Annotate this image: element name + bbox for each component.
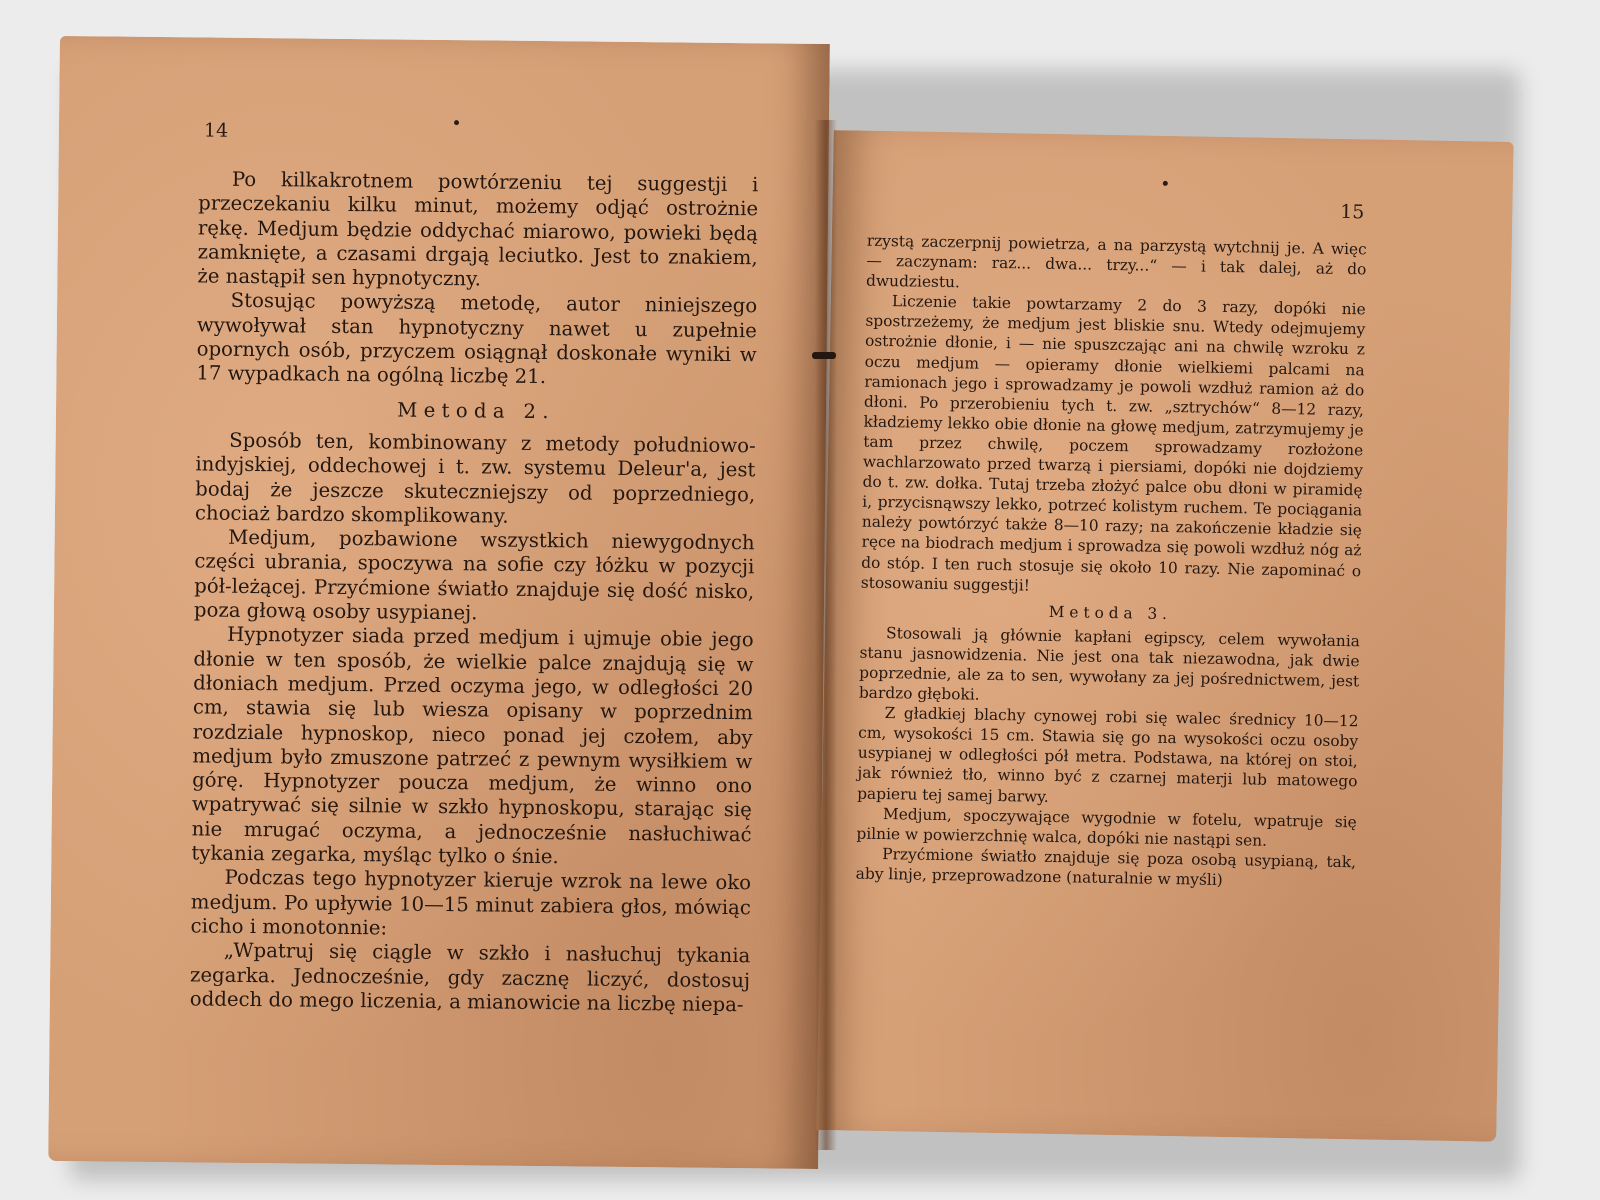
- left-page-text: [190, 167, 759, 1017]
- right-page: [816, 130, 1513, 1142]
- binding-stitch: [812, 352, 836, 359]
- paragraph: Stosowali ją głównie kapłani egipscy, celem wywołania stanu jasnowidzenia. Nie jest ona tak niezawodna, jak dwie poprzednie, ale za to sen, wywołany za jej pośrednictwem, jest bardzo głęboki.: [858, 623, 1361, 704]
- paragraph: Medjum, pozbawione wszystkich niewygodnych części ubrania, spoczywa na sofie czy łóżku w pozycji pół-leżącej. Przyćmione światło znajduje się dość nisko, poza głową osoby usypianej.: [193, 525, 755, 625]
- ink-speck: [454, 120, 459, 125]
- paragraph: „Wpatruj się ciągle w szkło i nasłuchuj tykania zegarka. Jednocześnie, gdy zacznę liczyć, dostosuj oddech do mego liczenia, a mianowicie na liczbę niepa-: [189, 938, 751, 1016]
- paragraph: Podczas tego hypnotyzer kieruje wzrok na lewe oko medjum. Po upływie 10—15 minut zabiera głos, mówiąc cicho i monotonnie:: [190, 866, 752, 940]
- section-heading: Metoda 2.: [397, 398, 555, 423]
- paragraph: Z gładkiej blachy cynowej robi się walec średnicy 10—12 cm, wysokości 15 cm. Stawia się go na wysokości oczu osoby usypianej w odległości pół metra. Podstawa, na której on stoi, jak również tło, winno być z czarnej materji lub matowego papieru tej samej barwy.: [857, 704, 1359, 806]
- paragraph: Hypnotyzer siada przed medjum i ujmuje obie jego dłonie w ten sposób, że wielkie palce znajdują się w dłoniach medjum. Przed oczyma jego, w odległości 20 cm, stawia się lub wiesza opisany w poprzednim rozdziale hypnoskop, nieco ponad jej czołem, aby medjum było zmuszone patrzeć z pewnym wysiłkiem w górę. Hypnotyzer poucza medjum, że winno ono wpatrywać się silnie w szkło hypnoskopu, starając się nie mrugać oczyma, a jednocześnie nasłuchiwać tykania zegarka, myśląc tylko o śnie.: [191, 623, 754, 869]
- page-number-left: 14: [203, 119, 229, 142]
- paragraph: Medjum, spoczywające wygodnie w fotelu, wpatruje się pilnie w powierzchnię walca, dopóki nie nastąpi sen.: [856, 804, 1357, 850]
- right-page-text: [856, 231, 1367, 893]
- left-page: [48, 36, 830, 1169]
- book-gutter: [815, 120, 837, 1150]
- paragraph: Liczenie takie powtarzamy 2 do 3 razy, dopóki nie spostrzeżemy, że medjum jest bliskie snu. Wtedy odejmujemy ostrożnie dłonie, i — nie spuszczając ani na chwilę wzroku z oczu medjum — opieramy dłonie wielkiemi palcami na ramionach jego i sprowadzamy je powoli wzdłuż ramion aż do dłoni. Po przerobieniu tych t. zw. „sztrychów“ 8—12 razy, kładziemy lekko obie dłonie na głowę medjum, zatrzymujemy je tam przez chwilę, poczem sprowadzamy rozłożone wachlarzowato przed twarzą i piersiami, dopóki nie dojdziemy do t. zw. dołka. Tutaj trzeba złożyć palce obu dłoni w piramidę i, przycisnąwszy lekko, potrzeć kolistym ruchem. Te pociągania należy powtórzyć także 8—10 razy; na zakończenie kładzie się ręce na biodrach medjum i sprowadza się powoli wzdłuż nóg aż do stóp. I ten ruch stosuje się około 10 razy. Nie zapominać o stosowaniu suggestji!: [860, 292, 1366, 595]
- paragraph: Stosując powyższą metodę, autor niniejszego wywoływał stan hypnotyczny nawet u zupełnie opornych osób, przyczem osiągnął doskonałe wyniki w 17 wypadkach na ogólną liczbę 21.: [196, 289, 758, 389]
- paragraph: Przyćmione światło znajduje się poza osobą usypianą, tak, aby linje, przeprowadzone (naturalnie w myśli): [855, 844, 1357, 889]
- ink-speck: [1163, 181, 1168, 186]
- paragraph: Sposób ten, kombinowany z metody południowo-indyjskiej, oddechowej i t. zw. systemu Deleur'a, jest bodaj że jeszcze skuteczniejszy od poprzedniego, chociaż bardzo skomplikowany.: [194, 428, 756, 528]
- page-number-right: 15: [1339, 200, 1365, 224]
- section-heading: Metoda 3.: [1048, 602, 1173, 623]
- paragraph: rzystą zaczerpnij powietrza, a na parzystą wytchnij je. A więc — zaczynam: raz... dwa... trzy...“ — i tak dalej, aż do dwudziestu.: [865, 231, 1367, 292]
- paragraph: Po kilkakrotnem powtórzeniu tej suggestji i przeczekaniu kilku minut, możemy odjąć ostrożnie rękę. Medjum będzie oddychać miarowo, powieki będą zamknięte, a czasami drgają leciutko. Jest to znakiem, że nastąpił sen hypnotyczny.: [197, 167, 759, 291]
